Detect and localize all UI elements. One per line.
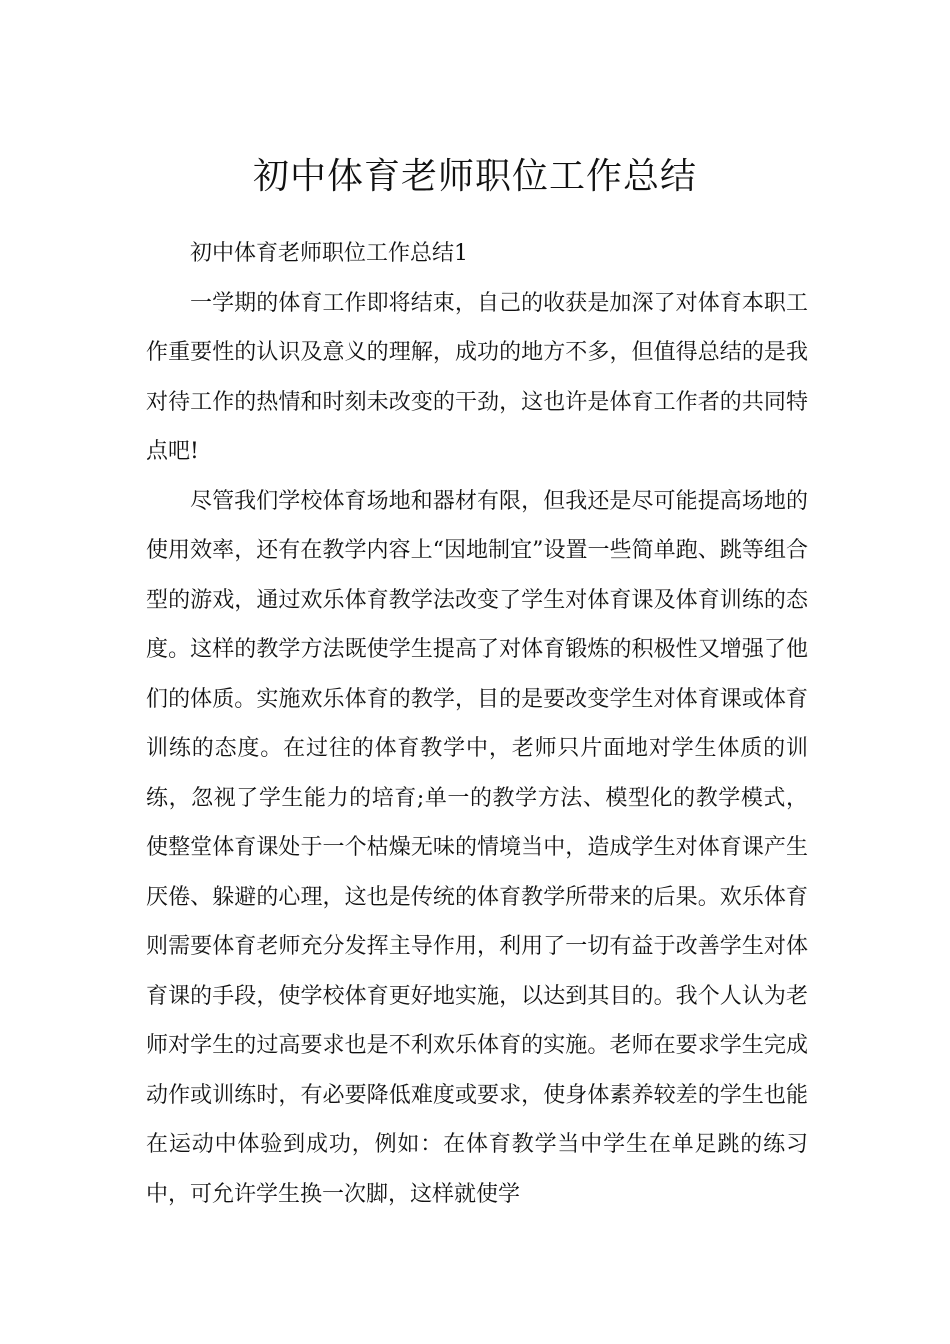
document-body bbox=[146, 229, 808, 1219]
paragraph-2: 尽管我们学校体育场地和器材有限，但我还是尽可能提高场地的使用效率，还有在教学内容上“因地制宜”设置一些简单跑、跳等组合型的游戏，通过欢乐体育教学法改变了学生对体育课及体育训练的态度。这样的教学方法既使学生提高了对体育锻炼的积极性又增强了他们的体质。实施欢乐体育的教学，目的是要改变学生对体育课或体育训练的态度。在过往的体育教学中，老师只片面地对学生体质的训练，忽视了学生能力的培育;单一的教学方法、模型化的教学模式，使整堂体育课处于一个枯燥无味的情境当中，造成学生对体育课产生厌倦、躲避的心理，这也是传统的体育教学所带来的后果。欢乐体育则需要体育老师充分发挥主导作用，利用了一切有益于改善学生对体育课的手段，使学校体育更好地实施，以达到其目的。我个人认为老师对学生的过高要求也是不利欢乐体育的实施。老师在要求学生完成动作或训练时，有必要降低难度或要求，使身体素养较差的学生也能在运动中体验到成功，例如：在体育教学当中学生在单足跳的练习中，可允许学生换一次脚，这样就使学 bbox=[146, 488, 808, 1207]
paragraph-1: 一学期的体育工作即将结束，自己的收获是加深了对体育本职工作重要性的认识及意义的理解，成功的地方不多，但值得总结的是我对待工作的热情和时刻未改变的干劲，这也许是体育工作者的共同特点吧! bbox=[146, 290, 808, 464]
section-heading: 初中体育老师职位工作总结1 bbox=[190, 241, 468, 266]
document-title: 初中体育老师职位工作总结 bbox=[252, 156, 697, 198]
